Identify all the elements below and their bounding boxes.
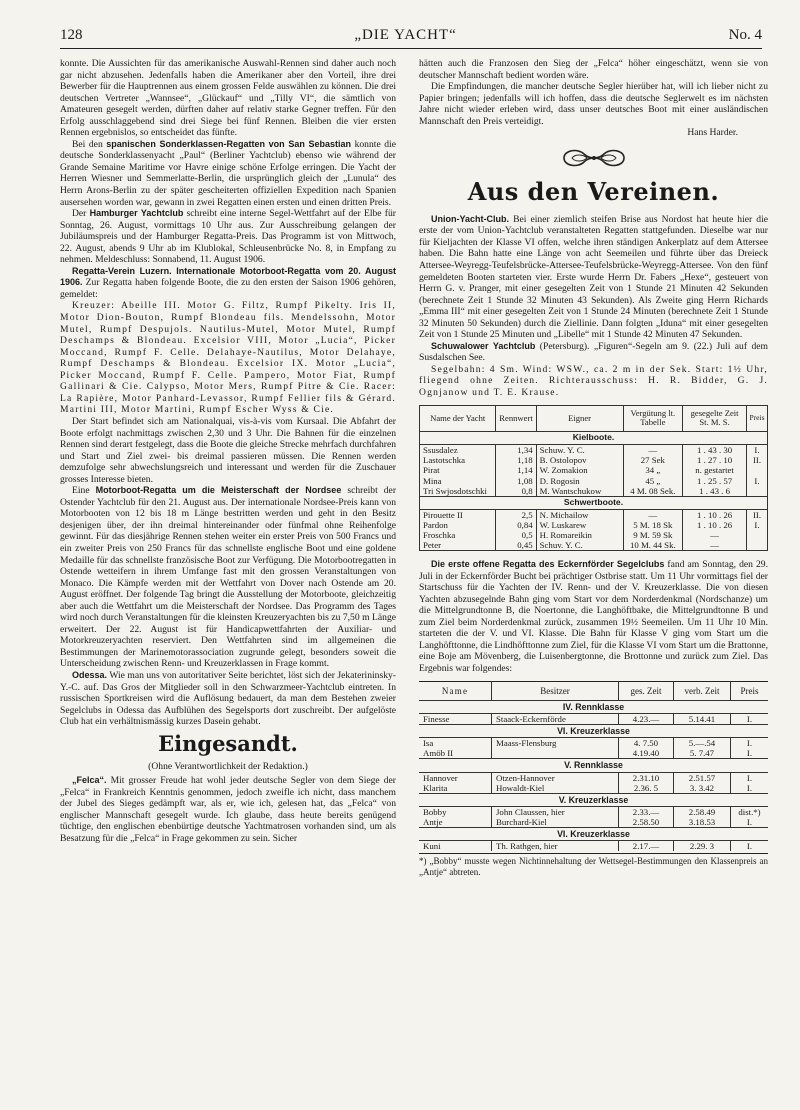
table-cell: 2.58.49 [674,806,731,817]
paragraph-start-info: Der Start befindet sich am Nationalquai, vis-à-vis vom Kursaal. Die Abfahrt der Boote erfolgt nachmittags zwischen 2,30 und 3 Uhr. Die Bahnen für die einzelnen Rennen sind derart festgelegt, dass die Boote die gleiche Strecke mehrfach durchfahren und Start und Ziel zwei- bis dreimal passieren müssen. Die Rennen werden demzufolge sehr abwechslungsreich und interessant und werden für die Zuschauer grosses Interesse bieten. [60,415,396,485]
table-class-row [419,725,768,738]
table-cell: 0,8 [496,486,536,497]
table-cell: 0,5 [496,530,536,540]
table-row [420,445,768,456]
results-table-eckernfoerde [419,681,768,852]
table-cell: Howaldt-Kiel [492,783,619,794]
table-cell: II. [747,509,768,520]
column-header: verb. Zeit [674,681,731,700]
table-cell: Pirouette II [420,509,496,520]
table-cell: Pirat [420,465,496,475]
table-cell: 1 . 10 . 26 [683,509,747,520]
paragraph-felca: „Felca“. Mit grosser Freude hat wohl jeder deutsche Segler von dem Siege der „Felca“ in Frankreich Kenntnis genommen, jedoch zweifle ich nicht, dass manchem der Jubel des Sieges gedämpft war, als er, wie ich, gelesen hat, das „Felca“ von englischer Mannschaft gesegelt wurde. Ich glaube, dass heute bereits genügend tüchtige, den englischen ebenbürtige deutsche Yachtmatrosen vorhanden sind, um als Besatzung für die „Felca“ in Frage gekommen zu sein. Sicher [60,775,396,844]
section-title-vereine: Aus den Vereinen. [467,176,720,206]
table-cell: — [683,540,747,551]
column-header: Vergütung lt. Tabelle [623,405,683,432]
table-cell: N. Michailow [536,509,623,520]
table-cell: 2.58.50 [619,817,674,828]
table-group-row [420,496,768,509]
table-cell: Ssusdalez [420,445,496,456]
table-cell: Antje [419,817,492,828]
table-row [419,748,768,759]
paragraph-luzern-regatta: Regatta-Verein Luzern. Internationale Motorboot-Regatta vom 20. August 1906. Zur Regatta haben folgende Boote, die zu den ersten der Saison 1906 gehören, gemeldet: [60,265,396,300]
table-cell: 9 M. 59 Sk [623,530,683,540]
table-cell: Th. Rathgen, hier [492,841,619,852]
table-class-row [419,759,768,772]
table-cell: B. Ostolopov [536,455,623,465]
issue-number: No. 4 [728,27,762,43]
class-label: VI. Kreuzerklasse [419,725,768,738]
table-cell: Maass-Flensburg [492,738,619,749]
bold-lead: spanischen Sonderklassen-Regatten von San Sebastian [106,138,352,149]
table-cell: Pardon [420,520,496,530]
paragraph-union-yacht-club: Union-Yacht-Club. Bei einer ziemlich steifen Brise aus Nordost hat heute hier die erste der vom Union-Yachtclub veranstalteten Regatten stattgefunden. Dieselbe war nur für Kieljachten der Klasse VI offen, welche ihren ständigen Ankerplatz auf dem Attersee haben. Die Bahn hatte eine Länge von acht Seemeilen und führte über das Dreieck Attersee-Weyregg-Teufelsbrücke-Attersee-Teufelsbrücke-Weyregg-Attersee. Von den fünf gemeldeten Booten starteten vier. Erste wurde Herrn Dr. Fabers „Hexe“, gesteuert von Herrn G. v. Pranger, mit einer gesegelten Zeit von 1 Stunde 21 Minuten 42 Sekunden (berechnete Zeit 1 Stunde 32 Minuten 43 Sekunden). Als Zweite ging Herrn Richards „Emma III“ mit einer gesegelten Zeit von 1 Stunde 24 Minuten (berechnete Zeit 1 Stunde 32 Minuten 50 Sekunden) durch die Ziellinie. Dann folgten „Iduna“ mit einer gesegelten Zeit von 1 Stunde 25 Minuten und „Libelle“ mit 1 Stunde 42 Minuten 47 Sekunden. [419,213,768,341]
table-cell: Finesse [419,713,492,724]
table-cell: 4 M. 08 Sek. [623,486,683,497]
table-cell: Staack-Eckernförde [492,713,619,724]
table-cell: 1,08 [496,476,536,486]
table-cell: dist.*) [738,806,761,817]
group-label: Schwertboote. [420,496,768,509]
column-header: Name der Yacht [420,405,496,432]
table-cell: 0,45 [496,540,536,551]
table-cell: Klarita [419,783,492,794]
table-cell: — [623,509,683,520]
table-cell: John Claussen, hier [492,806,619,817]
table-row [419,817,768,828]
paragraph-segelbahn: Segelbahn: 4 Sm. Wind: WSW., ca. 2 m in der Sek. Start: 1½ Uhr, fliegend ohne Zeiten. Richterausschuss: H. R. Bidder, G. J. Ognjanow und T. E. Krause. [419,363,768,399]
table-cell: M. Wantschukow [536,486,623,497]
group-label: Kielboote. [420,432,768,445]
table-cell: I. [747,520,768,530]
paragraph-schuwalower: Schuwalower Yachtclub (Petersburg). „Figuren“-Segeln am 9. (22.) Juli auf dem Susdalschen See. [419,340,768,364]
table-row [419,841,768,852]
bold-lead: Union-Yacht-Club. [431,213,509,224]
table-cell [747,465,768,475]
table-cell: I. [746,738,753,749]
table-cell: I. [746,816,753,827]
paragraph-felca-cont: hätten auch die Franzosen den Sieg der „Felca“ höher eingeschätzt, wenn sie von deutscher Mannschaft bedient worden wäre. [419,58,768,81]
table-cell: Isa [419,738,492,749]
ornament-icon [554,145,634,171]
paragraph-odessa: Odessa. Wie man uns von autoritativer Seite berichtet, löst sich der Jekaterininsky-Y.-C. auf. Das Gros der Mitglieder soll in den Schwarzmeer-Yachtclub eintreten. In russischen Sportkreisen wird die Auflösung bedauert, da man dem Bestehen zweier Segelclubs in Odessa das Aufblühen des Segelsports dort zuschreibt. Der aufgelöste Club hat ein verhältnismässig kurzes Dasein gehabt. [60,669,396,728]
eingesandt-subtitle: (Ohne Verantwortlichkeit der Redaktion.) [148,760,308,772]
class-label: IV. Rennklasse [419,700,768,713]
table-cell: 2.29. 3 [674,841,731,852]
column-header: Name [419,681,492,700]
table-cell: 3. 3.42 [674,783,731,794]
table-cell: Froschka [420,530,496,540]
table-row [420,509,768,520]
paragraph-kreuzer-list: Kreuzer: Abeille III. Motor G. Filtz, Rumpf Pikelty. Iris II, Motor Dion-Bouton, Rumpf Blondeau fils. Mendelssohn, Motor Mutel, Rumpf Despujols. Nautilus-Mutel, Motor Mutel, Rumpf Deschamps & Blondeau. Excelsior VIII, Motor „Lucia“, Picker Moccand, Rumpf F. Celle. Delahaye-Nautilus, Motor Delahaye, Rumpf Deschamps & Blondeau. Excelsior IX. Motor „Lucia“, Picker Moccand, Rumpf F. Celle. Pampero, Motor Fiat, Rumpf Gallinari & Cie. Calypso, Motor Mers, Rumpf Pitre & Cie. Racer: La Rapière, Motor Panhard-Levassor, Rumpf Fellier fils & Gérard. Martini III, Motor Martini, Rumpf Escher Wyss & Cie. [60,300,396,416]
table-cell: 34 „ [623,465,683,475]
table-row [420,476,768,486]
class-label: V. Kreuzerklasse [419,793,768,806]
table-cell: D. Rogosin [536,476,623,486]
table-row [420,465,768,475]
column-header: gesegelte Zeit St. M. S. [683,405,747,432]
table-cell [492,748,619,759]
table-cell: 10 M. 44 Sk. [623,540,683,551]
table-cell: H. Romareikin [536,530,623,540]
table-cell: 5 M. 18 Sk [623,520,683,530]
table-cell: 1 . 27 . 10 [683,455,747,465]
bold-lead: Hamburger Yachtclub [89,208,184,219]
table-cell: 4.23.— [619,713,674,724]
paragraph-san-sebastian: Bei den spanischen Sonderklassen-Regatten von San Sebastian konnte die deutsche Sonderklassenyacht „Paul“ (Berliner Yachtclub) ebenso wie während der Grande Semaine Maritime vor Havre einige schöne Erfolge erringen. Die Yacht der Herren Wiesner und Semmerlatte-Berlin, die ursprünglich gleich der „Lunula“ des Herrn Arons-Berlin zu der später gescheiterten offiziellen Expedition nach Spanien ausersehen worden war, gewann in zwei Regatten einen ersten und einen dritten Preis. [60,138,396,208]
class-label: VI. Kreuzerklasse [419,828,768,841]
table-cell: Amöb II [419,748,492,759]
table-cell: n. gestartet [683,465,747,475]
table-cell: W. Zomakion [536,465,623,475]
paragraph-american-trials: konnte. Die Aussichten für das amerikanische Auswahl-Rennen sind daher auch noch gar nicht abzusehen. Jedenfalls haben die Amerikaner aber den Vorteil, ihre drei Bewerber für die Hauptrennen aus einem grossen Felde auswählen zu können. Die drei deutschen Vertreter „Wannsee“, „Glückauf“ und „Tilly VI“, die sämtlich von Amateuren gesegelt werden, dürften daher auf relativ starke Gegner treffen. Für den Erfolg ausschlaggebend sind drei Siege bei fünf Rennen. Bleiben die vier ersten Rennen ergebnislos, so entscheidet das fünfte. [60,58,396,139]
table-cell: 45 „ [623,476,683,486]
table-cell: 2.31.10 [619,772,674,783]
table-cell: Bobby [419,806,492,817]
table-cell: 1 . 10 . 26 [683,520,747,530]
table-cell: W. Luskarew [536,520,623,530]
paragraph-eckernfoerde: Die erste offene Regatta des Eckernförder Segelclubs fand am Sonntag, den 29. Juli in der Eckernförder Bucht bei prächtiger Ostbrise statt. Um 11 Uhr vormittags fiel der Startschuss für die Yachten der IV. Renn- und der V. Kreuzerklasse. Die von diesen Yachten abzusegelnde Bahn ging vom Start vor dem Norderdenkmal (Nordschanze) um die Mittelgrundtonne B, die Noertonne, die Langhöftbake, die Mittelgrundtonne B und zum Ziel beim Norderdenkmal zurück, zusammen 19½ Seemeilen. Um 11 Uhr 10 Min. starteten die der V. und VI. Klasse. Die Bahn für Klasse V ging vom Start um die Langhöfttonne, die Lindhöfttonne zum Ziel, für die Klasse VI vom Start um die Brattonne, eine Boje am Mövenberg, die Luisenbergtonne, die Brottonne und zurück zum Ziel. Das Ergebnis war folgendes: [419,559,768,674]
bold-lead: Odessa. [72,669,108,680]
table-cell [747,530,768,540]
table-cell: Peter [420,540,496,551]
table-cell: 0,84 [496,520,536,530]
paragraph-hamburger-yachtclub: Der Hamburger Yachtclub schreibt eine interne Segel-Wettfahrt auf der Elbe für Sonntag, 26. August, vormittags 10 Uhr aus. Zur Ausschreibung gelangen der Jubiläumspreis und der Hamburger Regatta-Preis. Das Programm ist von Mittwoch, 22. August, abends 9 Uhr ab im Klublokal, Schleusenbrücke No. 8, in Empfang zu nehmen. Meldeschluss: Sonnabend, 11. August 1906. [60,208,396,266]
table-row [419,806,768,817]
table-class-row [419,793,768,806]
table-cell: I. [746,841,753,852]
table-cell: Schuw. Y. C. [536,445,623,456]
table-row [420,520,768,530]
column-header: Preis [731,681,769,700]
bold-lead: Motorboot-Regatta um die Meisterschaft der Nordsee [95,485,342,496]
bold-lead: Schuwalower Yachtclub [431,340,536,351]
table-cell: 1,14 [496,465,536,475]
table-cell: 1 . 43 . 30 [683,445,747,456]
paragraph-empfindungen: Die Empfindungen, die mancher deutsche Segler hierüber hat, will ich lieber nicht zu Papier bringen; jedenfalls will ich hoffen, dass die deutsche Seglerwelt es im nächsten Jahre nicht wieder erleben wird, dass unser deutsches Boot mit einer ausländischen Mannschaft den Preis verteidigt. [419,81,768,127]
column-header: Eigner [536,405,623,432]
table-cell: 1,18 [496,455,536,465]
class-label: V. Rennklasse [419,759,768,772]
table-cell [747,540,768,551]
table-cell: I. [746,713,753,724]
table-cell: Mina [420,476,496,486]
table-cell: 1 . 43 . 6 [683,486,747,497]
bold-lead: „Felca“. [72,775,107,786]
footnote: *) „Bobby“ musste wegen Nichtinnehaltung der Wettsegel-Bestimmungen den Klassenpreis an „Antje“ abtreten. [419,853,768,878]
table-cell: I. [746,772,753,783]
table-cell: I. [747,476,768,486]
table-cell: 2.33.— [619,806,674,817]
table-cell: — [683,530,747,540]
table-header-row [419,681,768,700]
table-row [420,540,768,551]
table-cell: Schuv. Y. C. [536,540,623,551]
column-header: Besitzer [492,681,619,700]
table-cell: Tri Swjosdotschki [420,486,496,497]
paragraph-nordsee-regatta: Eine Motorboot-Regatta um die Meisterschaft der Nordsee schreibt der Ostender Yachtclub für den 21. August aus. Der internationale Nordsee-Preis kann von Motorbooten von 12 bis 18 m Länge bestritten werden und geht in den Besitz desjenigen über, der ihn dreimal hintereinander oder fünfmal ohne Reihenfolge gewinnt. Für das diesjährige Rennen stehen weiter ein erster Preis von 500 Francs und ein zweiter Preis von 250 Francs für das schnellste englische Boot und eine goldene Medaille für das schnellste französische Boot zur Verfügung. Die Motorbootregatten in Ostende wetteifern in ihrem Umfange fast mit den grossen Veranstaltungen von Monaco. Die Kämpfe werden mit der Wettfahrt von Dover nach Ostende am 20. August eröffnet. Der folgende Tag bringt die Ausstellung der Motorboote, gleichzeitig aber auch die Wettfahrt um die Meisterschaft der Nordsee. Das Programm des Tages wird noch durch Veranstaltungen für die kleinsten Kreuzeryachten bis zu 7,50 m Länge erweitert. Der 22. August ist für Handicapwettfahrten der Auxiliar- und Motorkreuzeryachten reserviert. Den Wettfahrten sind im allgemeinen die Bestimmungen der Marinemotorassociation zugrunde gelegt, besonders soweit die Unterscheidung zwischen Renn- und Kreuzerklassen in Frage kommt. [60,485,396,670]
table-cell: 5.—.54 [674,738,731,749]
column-header: Preis [747,405,768,432]
table-cell: 5.14.41 [674,713,731,724]
table-row [419,713,768,724]
table-class-row [419,700,768,713]
table-header-row [420,405,768,432]
table-class-row [419,828,768,841]
table-cell: 3.18.53 [674,817,731,828]
table-cell: Kuni [419,841,492,852]
table-cell: 2,5 [496,509,536,520]
column-header: ges. Zeit [619,681,674,700]
table-cell: 1 . 25 . 57 [683,476,747,486]
column-header: Rennwert [496,405,536,432]
table-row [419,783,768,794]
results-table-schuwalower [419,405,768,551]
table-cell: Lastotschka [420,455,496,465]
table-cell: 2.17.— [619,841,674,852]
table-row [419,772,768,783]
page-number: 128 [60,27,83,43]
table-cell: — [623,445,683,456]
magazine-title: „DIE YACHT“ [354,27,457,43]
table-cell: 1,34 [496,445,536,456]
table-cell: Otzen-Hannover [492,772,619,783]
table-cell: I. [746,782,753,793]
table-group-row [420,432,768,445]
right-column [419,58,768,1092]
table-cell: II. [747,455,768,465]
table-row [420,455,768,465]
bold-lead: Die erste offene Regatta des Eckernförder Segelclubs [431,559,665,570]
section-title-eingesandt: Eingesandt. [158,730,298,756]
table-cell: 4. 7.50 [619,738,674,749]
table-cell: 2.36. 5 [619,783,674,794]
ornament-divider [419,145,768,171]
table-cell: 2.51.57 [674,772,731,783]
bold-lead: Regatta-Verein Luzern. Internationale Motorboot-Regatta vom 20. August 1906. [60,265,396,288]
table-cell: I. [746,748,753,759]
table-cell: I. [747,445,768,456]
table-row [420,530,768,540]
table-cell [747,486,768,497]
left-column [60,58,396,1092]
page-header [60,20,762,49]
table-cell: 4.19.40 [619,748,674,759]
table-cell: Burchard-Kiel [492,817,619,828]
signature: Hans Harder. [687,127,738,139]
table-row [419,738,768,749]
table-cell: 5. 7.47 [674,748,731,759]
table-cell: 27 Sek [623,455,683,465]
table-cell: Hannover [419,772,492,783]
table-row [420,486,768,497]
